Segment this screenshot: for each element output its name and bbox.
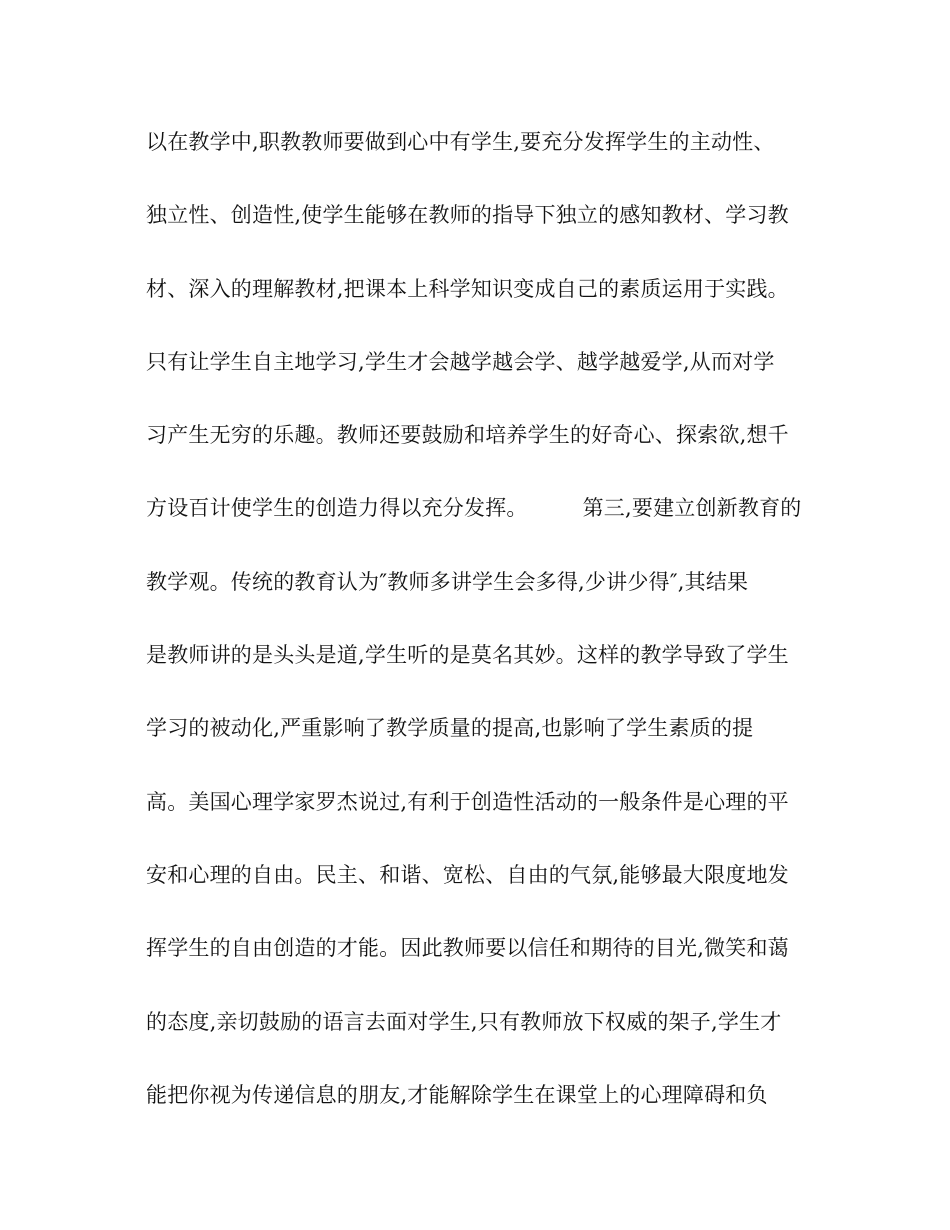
text-line: 高。美国心理学家罗杰说过,有利于创造性活动的一般条件是心理的平 (146, 789, 789, 814)
text-line: 的态度,亲切鼓励的语言去面对学生,只有教师放下权威的架子,学生才 (146, 1009, 782, 1034)
text-line: 安和心理的自由。民主、和谐、宽松、自由的气氛,能够最大限度地发 (146, 862, 789, 887)
text-line: 学习的被动化,严重影响了教学质量的提高,也影响了学生素质的提 (146, 716, 754, 741)
text-line: 是教师讲的是头头是道,学生听的是莫名其妙。这样的教学导致了学生 (146, 643, 789, 668)
text-line: 方设百计使学生的创造力得以充分发挥。 第三,要建立创新教育的 (146, 496, 802, 521)
text-line: 只有让学生自主地学习,学生才会越学越会学、越学越爱学,从而对学 (146, 349, 775, 374)
text-line: 独立性、创造性,使学生能够在教师的指导下独立的感知教材、学习教 (146, 203, 789, 228)
body-text (146, 122, 826, 1148)
text-line: 教学观。传统的教育认为″教师多讲学生会多得,少讲少得″,其结果 (146, 569, 749, 594)
text-line: 挥学生的自由创造的才能。因此教师要以信任和期待的目光,微笑和蔼 (146, 936, 789, 961)
text-line: 材、深入的理解教材,把课本上科学知识变成自己的素质运用于实践。 (146, 276, 789, 301)
text-line: 能把你视为传递信息的朋友,才能解除学生在课堂上的心理障碍和负 (146, 1082, 768, 1107)
text-line: 习产生无穷的乐趣。教师还要鼓励和培养学生的好奇心、探索欲,想千 (146, 423, 789, 448)
text-line: 以在教学中,职教教师要做到心中有学生,要充分发挥学生的主动性、 (146, 130, 775, 154)
